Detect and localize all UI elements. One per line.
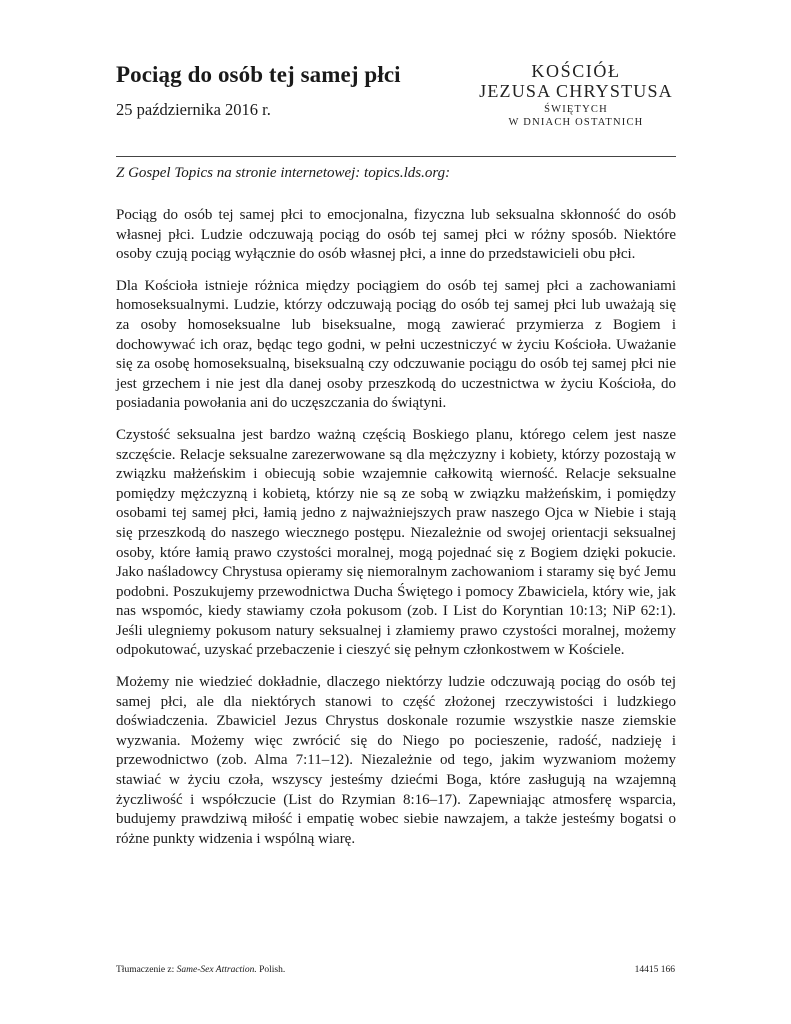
source-note: Z Gospel Topics na stronie internetowej: topics.lds.org:: [116, 165, 451, 181]
paragraph-2: Dla Kościoła istnieje różnica między pociągiem do osób tej samej płci a zachowaniami homoseksualnymi. Ludzie, którzy odczuwają pociąg do osób tej samej płci lub uważają się za osoby homoseksualne lub biseksualne, mogą zawierać przymierza z Bogiem i dochowywać ich oraz, będąc tego godni, w pełni uczestniczyć w życiu Kościoła. Uważanie się za osobę homoseksualną, biseksualną czy odczuwanie pociągu do osób tej samej płci nie jest grzechem i nie jest dla danej osoby przeszkodą do uczestnictwa w życiu Kościoła, do posiadania powołania ani do uczęszczania do świątyni.: [116, 277, 676, 412]
header-divider: [116, 156, 676, 157]
paragraph-4: Możemy nie wiedzieć dokładnie, dlaczego niektórzy ludzie odczuwają pociąg do osób tej samej płci, ale dla niektórych stanowi to część złożonej rzeczywistości i ludzkiego doświadczenia. Zbawiciel Jezus Chrystus doskonale rozumie wszystkie nasze ziemskie wyzwania. Możemy więc zwrócić się do Niego po pocieszenie, radość, nadzieję i przewodnictwo (zob. Alma 7:11–12). Niezależnie od tego, jakim wyzwaniom możemy stawiać w życiu czoła, wszyscy jesteśmy dziećmi Boga, które zasługują na wzajemną życzliwość i współczucie (List do Rzymian 8:16–17). Zapewniając atmosferę wsparcia, budujemy prawdziwą miłość i empatię wobec siebie nawzajem, a także jesteśmy bogatsi o różne punkty widzenia i wspólną wiarę.: [116, 674, 676, 847]
document-body: [116, 206, 676, 861]
footer-translation-suffix: Polish.: [256, 965, 286, 975]
document-header: [116, 62, 676, 142]
church-logo: [476, 62, 676, 129]
footer-item-code: 14415 166: [634, 965, 675, 975]
document-date: 25 października 2016 r.: [116, 100, 271, 119]
paragraph-1: Pociąg do osób tej samej płci to emocjonalna, fizyczna lub seksualna skłonność do osób własnej płci. Ludzie odczuwają pociąg do osób tej samej płci w różny sposób. Niektóre osoby czują pociąg wyłącznie do osób własnej płci, a inne do przedstawicieli obu płci.: [116, 207, 676, 263]
footer-translation-title: Same-Sex Attraction.: [176, 965, 257, 975]
logo-line-1: KOŚCIÓŁ: [531, 61, 621, 81]
footer-translation-prefix: Tłumaczenie z:: [116, 965, 177, 975]
footer-translation-note: [116, 965, 285, 975]
logo-line-3: ŚWIĘTYCH: [544, 104, 608, 115]
page-title: Pociąg do osób tej samej płci: [116, 62, 401, 87]
logo-line-2: JEZUSA CHRYSTUSA: [479, 81, 673, 101]
logo-line-4: W DNIACH OSTATNICH: [508, 117, 644, 128]
paragraph-3: Czystość seksualna jest bardzo ważną częścią Boskiego planu, którego celem jest nasze szczęście. Relacje seksualne zarezerwowane są dla mężczyzny i kobiety, którzy pozostają w związku małżeńskim i obiecują sobie wzajemnie całkowitą wierność. Relacje seksualne pomiędzy mężczyzną i kobietą, którzy nie są ze sobą w związku małżeńskim, i pomiędzy osobami tej samej płci, łamią jedno z najważniejszych praw naszego Ojca w Niebie i stają się przeszkodą do naszego wiecznego postępu. Niezależnie od swojej orientacji seksualnej osoby, które łamią prawo czystości moralnej, mogą pojednać się z Bogiem dzięki pokucie. Jako naśladowcy Chrystusa opieramy się niemoralnym zachowaniom i staramy się być Jemu podobni. Poszukujemy przewodnictwa Ducha Świętego i pomocy Zbawiciela, który wie, jak nas wspomóc, kiedy stawiamy czoła pokusom (zob. I List do Koryntian 10:13; NiP 62:1). Jeśli ulegniemy pokusom natury seksualnej i złamiemy prawo czystości moralnej, możemy odpokutować, uzyskać przebaczenie i cieszyć się pełnym członkostwem w Kościele.: [116, 426, 676, 659]
